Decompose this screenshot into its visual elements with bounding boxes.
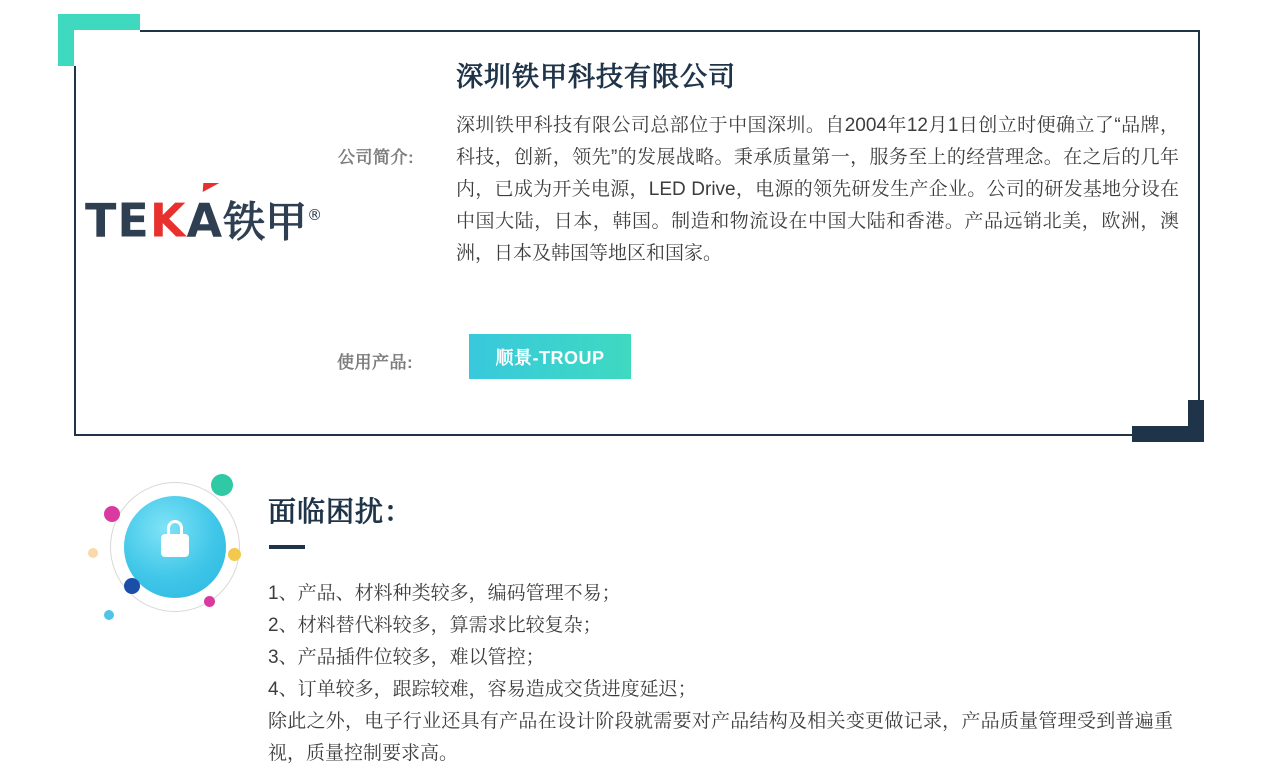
logo-text-cn: 铁甲 bbox=[223, 197, 308, 247]
logo-text bbox=[85, 185, 325, 252]
logo-flag-icon bbox=[203, 183, 220, 192]
list-item: 1、产品、材料种类较多，编码管理不易； bbox=[268, 583, 621, 604]
issues-summary: 除此之外，电子行业还具有产品在设计阶段就需要对产品结构及相关变更做记录，产品质量管理受到普遍重视，质量控制要求高。 bbox=[268, 711, 1173, 764]
company-logo bbox=[85, 185, 325, 255]
decorative-dot-pink bbox=[204, 596, 215, 607]
decorative-dot-peach bbox=[88, 548, 98, 558]
issues-list bbox=[268, 578, 1173, 770]
decorative-corner-top-left-inner bbox=[74, 30, 140, 66]
section-title-underline bbox=[269, 545, 305, 549]
list-item: 3、产品插件位较多，难以管控； bbox=[268, 647, 545, 668]
decorative-dot-magenta bbox=[104, 506, 120, 522]
list-item: 4、订单较多，跟踪较难，容易造成交货进度延迟； bbox=[268, 679, 697, 700]
decorative-dot-blue bbox=[124, 578, 140, 594]
decorative-dot-cyan bbox=[104, 610, 114, 620]
lock-body-icon bbox=[161, 534, 189, 557]
used-product-label: 使用产品: bbox=[337, 353, 414, 372]
logo-registered-mark: ® bbox=[307, 206, 324, 224]
company-name: 深圳铁甲科技有限公司 bbox=[456, 62, 736, 92]
company-intro-label: 公司简介: bbox=[338, 148, 415, 167]
company-intro-text: 深圳铁甲科技有限公司总部位于中国深圳。自2004年12月1日创立时便确立了“品牌，科技，创新，领先”的发展战略。秉承质量第一，服务至上的经营理念。在之后的几年内，已成为开关电源，LED Drive，电源的领先研发生产企业。公司的研发基地分设在中国大陆，日本，韩国。制造和物流设在中国大陆和香港。产品远销北美，欧洲，澳洲，日本及韩国等地区和国家。 bbox=[456, 115, 1179, 264]
used-product-badge[interactable]: 顺景-TROUP bbox=[469, 334, 631, 379]
decorative-dot-green bbox=[211, 474, 233, 496]
section-title: 面临困扰： bbox=[268, 496, 414, 527]
logo-text-main: TEKA bbox=[85, 193, 224, 248]
decorative-corner-bottom-right-inner bbox=[1132, 400, 1188, 426]
decorative-dot-yellow bbox=[228, 548, 241, 561]
lock-illustration bbox=[88, 470, 248, 635]
list-item: 2、材料替代料较多，算需求比较复杂； bbox=[268, 615, 602, 636]
